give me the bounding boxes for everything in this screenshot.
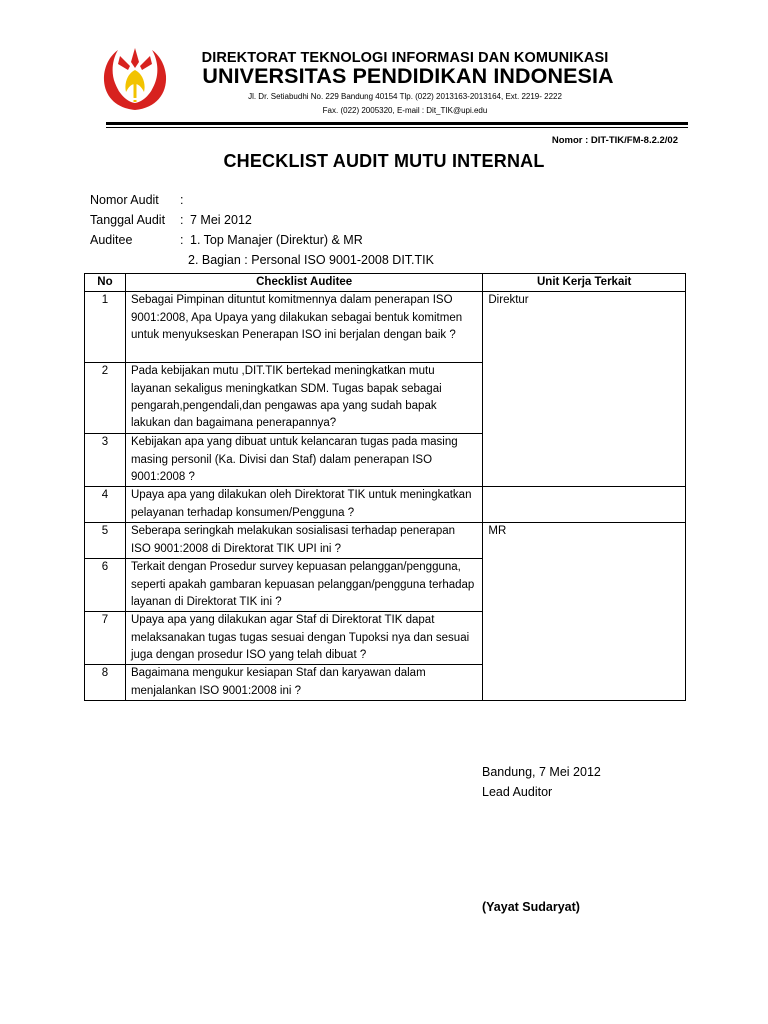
row-number: 8 xyxy=(85,665,126,701)
document-number: Nomor : DIT-TIK/FM-8.2.2/02 xyxy=(551,135,678,146)
nomor-audit-label: Nomor Audit xyxy=(90,193,159,207)
row-number: 6 xyxy=(85,559,126,612)
directorate-name: DIREKTORAT TEKNOLOGI INFORMASI DAN KOMUNIKASI xyxy=(201,50,609,66)
header-no: No xyxy=(85,274,126,292)
letterhead-address: Jl. Dr. Setiabudhi No. 229 Bandung 40154 Tlp. (022) 2013163-2013164, Ext. 2219- 2222 xyxy=(248,92,562,101)
row-number: 4 xyxy=(85,487,126,523)
unit-cell-mr: MR xyxy=(483,523,686,701)
letterhead-divider xyxy=(106,122,688,125)
row-question: Sebagai Pimpinan dituntut komitmennya dalam penerapan ISO 9001:2008, Apa Upaya yang dilakukan sebagai bentuk komitmen untuk menyukseskan Penerapan ISO ini berjalan dengan baik ? xyxy=(125,292,482,363)
university-name: UNIVERSITAS PENDIDIKAN INDONESIA xyxy=(202,64,614,88)
row-question: Seberapa seringkah melakukan sosialisasi terhadap penerapan ISO 9001:2008 di Direktorat TIK UPI ini ? xyxy=(125,523,482,559)
checklist-table xyxy=(84,273,686,701)
signature-role: Lead Auditor xyxy=(482,785,553,799)
auditee-value-1: 1. Top Manajer (Direktur) & MR xyxy=(190,233,363,247)
table-row xyxy=(85,292,686,363)
auditee-value-2: 2. Bagian : Personal ISO 9001-2008 DIT.TIK xyxy=(188,253,434,267)
letterhead-fax-email: Fax. (022) 2005320, E-mail : Dit_TIK@upi.edu xyxy=(322,106,488,115)
row-number: 2 xyxy=(85,363,126,434)
row-number: 5 xyxy=(85,523,126,559)
header-checklist: Checklist Auditee xyxy=(125,274,482,292)
row-number: 1 xyxy=(85,292,126,363)
row-question: Upaya apa yang dilakukan oleh Direktorat TIK untuk meningkatkan pelayanan terhadap konsumen/Pengguna ? xyxy=(125,487,482,523)
row-question: Kebijakan apa yang dibuat untuk kelancaran tugas pada masing masing personil (Ka. Divisi dan Staf) dalam penerapan ISO 9001:2008 ? xyxy=(125,434,482,487)
header-unit: Unit Kerja Terkait xyxy=(483,274,686,292)
row-question: Pada kebijakan mutu ,DIT.TIK bertekad meningkatkan mutu layanan sekaligus meningkatkan SDM. Tugas bapak sebagai pengarah,pengendali,dan pengawas apa yang sudah bapak lakukan dan bagaimana penerapannya? xyxy=(125,363,482,434)
signature-place-date: Bandung, 7 Mei 2012 xyxy=(482,765,601,779)
document-title: CHECKLIST AUDIT MUTU INTERNAL xyxy=(223,151,545,171)
tanggal-audit-value: 7 Mei 2012 xyxy=(190,213,252,227)
tanggal-audit-colon: : xyxy=(180,213,184,227)
table-row xyxy=(85,523,686,559)
table-row xyxy=(85,487,686,523)
row-question: Upaya apa yang dilakukan agar Staf di Direktorat TIK dapat melaksanakan tugas tugas sesuai dengan Tupoksi nya dan sesuai juga dengan prosedur ISO yang telah dibuat ? xyxy=(125,612,482,665)
auditee-colon: : xyxy=(180,233,184,247)
row-question: Bagaimana mengukur kesiapan Staf dan karyawan dalam menjalankan ISO 9001:2008 ini ? xyxy=(125,665,482,701)
nomor-audit-colon: : xyxy=(180,193,184,207)
tanggal-audit-label: Tanggal Audit xyxy=(90,213,166,227)
signature-name: (Yayat Sudaryat) xyxy=(482,900,580,914)
upi-logo-icon xyxy=(100,40,170,112)
row-number: 7 xyxy=(85,612,126,665)
row-question: Terkait dengan Prosedur survey kepuasan pelanggan/pengguna, seperti apakah gambaran kepuasan pelanggan/pengguna terhadap layanan di Direktorat TIK ini ? xyxy=(125,559,482,612)
auditee-label: Auditee xyxy=(90,233,133,247)
unit-cell-empty xyxy=(483,487,686,523)
table-header-row xyxy=(85,274,686,292)
unit-cell-direktur: Direktur xyxy=(483,292,686,487)
row-number: 3 xyxy=(85,434,126,487)
letterhead-divider-thin xyxy=(106,127,688,128)
